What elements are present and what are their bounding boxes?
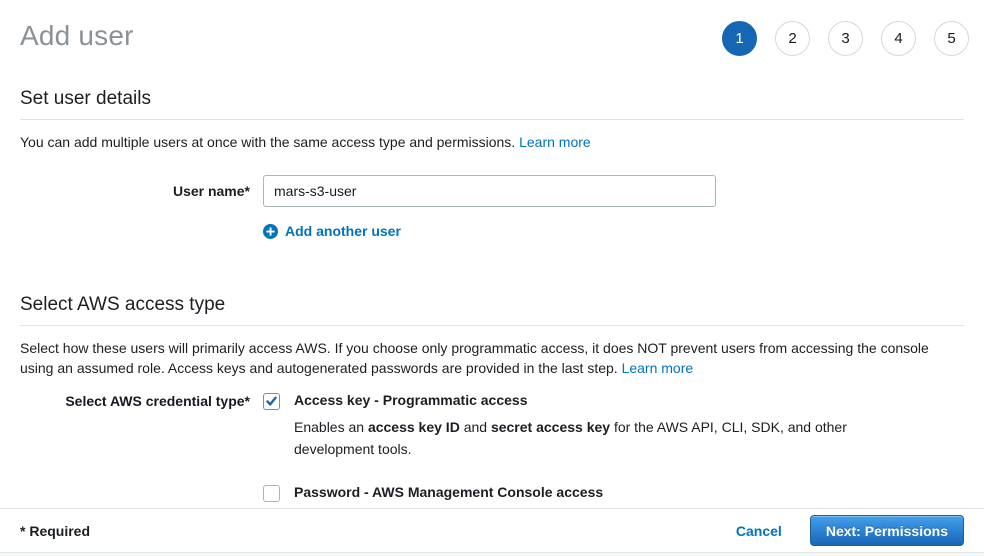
step-indicator (722, 18, 969, 56)
access-type-description-text: Select how these users will primarily access AWS. If you choose only programmatic access, it does NOT prevent users from accessing the console using an assumed role. Access keys and autogenerated passwords are provided in the last step. (20, 339, 929, 376)
step-circle-4[interactable]: 4 (881, 21, 916, 56)
section-heading-access-type: Select AWS access type (20, 294, 964, 326)
credential-option-access-key (20, 392, 964, 460)
user-details-description-text: You can add multiple users at once with the same access type and permissions. (20, 134, 516, 150)
password-checkbox[interactable] (263, 485, 280, 502)
section-access-type (20, 294, 964, 530)
user-details-description (20, 132, 964, 152)
cancel-button[interactable]: Cancel (735, 522, 782, 539)
learn-more-link-access-type[interactable]: Learn more (621, 359, 694, 376)
wizard-footer (0, 508, 984, 553)
access-key-option-title[interactable]: Access key - Programmatic access (294, 391, 528, 408)
username-label: User name* (172, 183, 250, 199)
section-user-details (20, 88, 964, 244)
step-circle-3[interactable]: 3 (828, 21, 863, 56)
access-type-description (20, 338, 964, 378)
password-option-title[interactable]: Password - AWS Management Console access (294, 483, 604, 500)
circle-plus-icon (263, 224, 278, 239)
learn-more-link-user-details[interactable]: Learn more (519, 134, 591, 150)
page-title: Add user (20, 20, 134, 51)
step-circle-1[interactable]: 1 (722, 21, 757, 56)
wizard-header (0, 0, 984, 56)
username-input[interactable] (263, 175, 716, 207)
section-heading-user-details: Set user details (20, 88, 964, 120)
access-key-checkbox[interactable] (263, 393, 280, 410)
required-note: * Required (20, 522, 91, 539)
credential-type-label: Select AWS credential type* (65, 392, 250, 409)
step-circle-5[interactable]: 5 (934, 21, 969, 56)
credential-type-label-spacer (20, 484, 250, 485)
username-row (20, 175, 964, 207)
access-key-option-description: Enables an access key ID and secret access key for the AWS API, CLI, SDK, and other development tools. (294, 418, 847, 457)
add-another-user-label: Add another user (285, 223, 401, 239)
checkmark-icon (266, 396, 277, 407)
add-another-user-button[interactable] (263, 223, 401, 239)
step-circle-2[interactable]: 2 (775, 21, 810, 56)
next-permissions-button[interactable]: Next: Permissions (810, 515, 964, 546)
